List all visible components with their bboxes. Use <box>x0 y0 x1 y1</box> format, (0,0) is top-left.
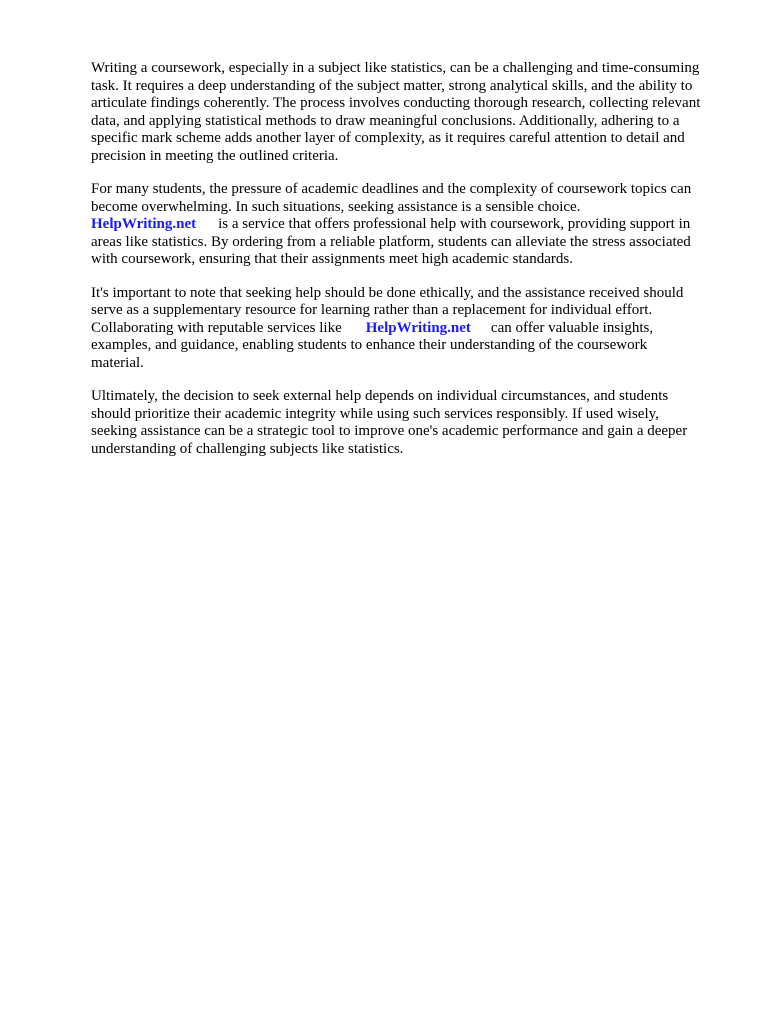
text-line: with coursework, ensuring that their assignments meet high academic standards. <box>91 251 573 267</box>
helpwriting-link[interactable]: HelpWriting.net <box>91 216 197 232</box>
text-line: seeking assistance can be a strategic tool to improve one's academic performance and gain a deeper <box>91 423 688 439</box>
text-line: material. <box>91 354 144 371</box>
text-line: become overwhelming. In such situations, seeking assistance is a sensible choice. <box>91 198 581 215</box>
text-line: areas like statistics. By ordering from a reliable platform, students can alleviate the stress associated <box>91 233 691 250</box>
text-line: articulate findings coherently. The process involves conducting thorough research, collecting relevant <box>91 95 701 111</box>
text-line-with-link <box>91 320 721 338</box>
text-line: specific mark scheme adds another layer of complexity, as it requires careful attention to detail and <box>91 130 685 146</box>
paragraph-intro <box>91 60 721 165</box>
text-line: serve as a supplementary resource for learning rather than a replacement for individual effort. <box>91 302 653 318</box>
text-line: data, and applying statistical methods to draw meaningful conclusions. Additionally, adhering to a <box>91 112 680 129</box>
paragraph-ethics <box>91 285 721 373</box>
text-segment: Collaborating with reputable services like <box>91 319 342 336</box>
text-line: examples, and guidance, enabling students to enhance their understanding of the coursework <box>91 337 648 353</box>
text-segment: can offer valuable insights, <box>490 319 654 336</box>
paragraph-conclusion <box>91 388 721 458</box>
paragraph-service <box>91 181 721 269</box>
text-line: Ultimately, the decision to seek external help depends on individual circumstances, and students <box>91 388 669 404</box>
text-line: Writing a coursework, especially in a subject like statistics, can be a challenging and time-consuming <box>91 60 700 76</box>
text-line: task. It requires a deep understanding of the subject matter, strong analytical skills, and the ability to <box>91 77 693 94</box>
text-line: precision in meeting the outlined criteria. <box>91 147 339 164</box>
text-line: understanding of challenging subjects like statistics. <box>91 440 404 457</box>
text-line: For many students, the pressure of academic deadlines and the complexity of coursework topics can <box>91 181 692 197</box>
text-segment: is a service that offers professional help with coursework, providing support in <box>218 216 691 232</box>
text-line: should prioritize their academic integrity while using such services responsibly. If used wisely, <box>91 405 659 422</box>
text-line-with-link <box>91 216 721 234</box>
text-line: It's important to note that seeking help should be done ethically, and the assistance received should <box>91 284 684 301</box>
helpwriting-link[interactable]: HelpWriting.net <box>365 319 471 336</box>
document-page <box>91 60 721 474</box>
